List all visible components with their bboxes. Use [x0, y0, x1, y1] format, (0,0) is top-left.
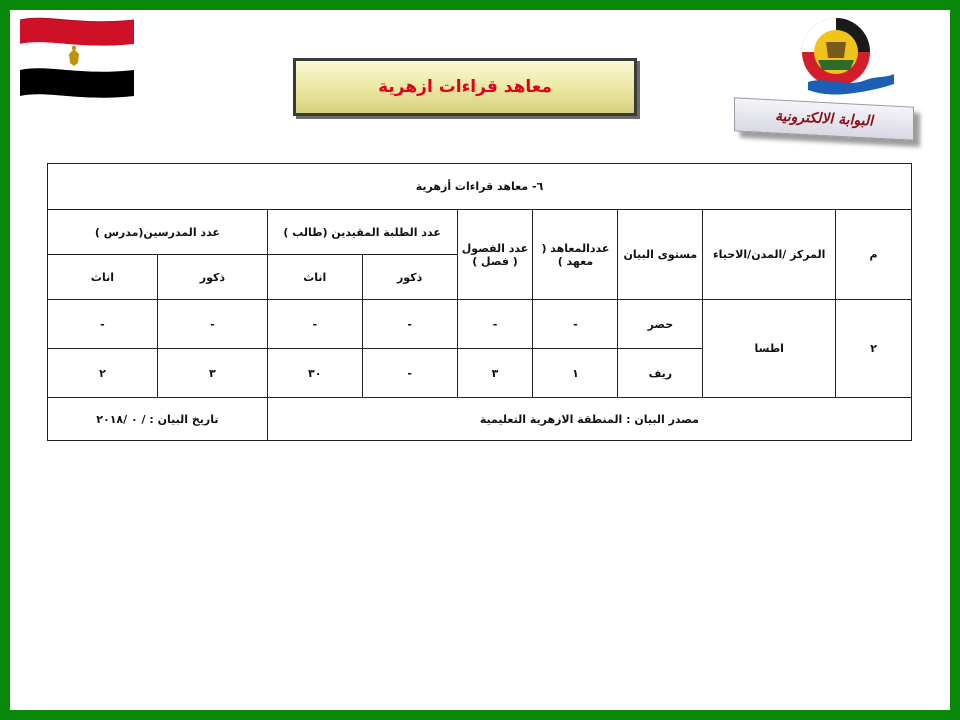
cell-students-females: ٣٠	[267, 349, 362, 398]
data-source: مصدر البيان : المنطقة الازهرية التعليمية	[267, 398, 911, 441]
col-header-index: م	[836, 210, 912, 300]
cell-teachers-males: ٣	[157, 349, 267, 398]
cell-index: ٢	[836, 300, 912, 398]
portal-label: البوابة الالكترونية	[775, 108, 873, 130]
col-header-level: مستوى البيان	[618, 210, 703, 300]
cell-teachers-males: -	[157, 300, 267, 349]
cell-classes: ٣	[457, 349, 533, 398]
cell-teachers-females: ٢	[48, 349, 158, 398]
institutes-table	[47, 163, 912, 441]
cell-teachers-females: -	[48, 300, 158, 349]
footer-row	[48, 398, 912, 441]
egypt-flag-icon	[18, 14, 136, 100]
section-title: ٦- معاهد قراءات أزهرية	[48, 164, 912, 210]
cell-students-females: -	[267, 300, 362, 349]
col-header-institutes: عددالمعاهد ( معهد )	[533, 210, 618, 300]
cell-center: اطسا	[703, 300, 836, 398]
col-header-students-males: ذكور	[362, 255, 457, 300]
col-header-students-females: اناث	[267, 255, 362, 300]
governorate-logo-icon	[796, 12, 896, 104]
col-header-students: عدد الطلبة المقيدين (طالب )	[267, 210, 457, 255]
cell-level: ريف	[618, 349, 703, 398]
table-row	[48, 300, 912, 349]
col-header-teachers-males: ذكور	[157, 255, 267, 300]
page-title: معاهد قراءات ازهرية	[378, 77, 552, 97]
col-header-teachers: عدد المدرسين(مدرس )	[48, 210, 268, 255]
header-row	[48, 210, 912, 255]
section-title-row	[48, 164, 912, 210]
col-header-teachers-females: اناث	[48, 255, 158, 300]
cell-classes: -	[457, 300, 533, 349]
cell-students-males: -	[362, 349, 457, 398]
col-header-center: المركز /المدن/الاحياء	[703, 210, 836, 300]
data-date: تاريخ البيان : / ٠ /٢٠١٨	[48, 398, 268, 441]
cell-level: حضر	[618, 300, 703, 349]
cell-institutes: ١	[533, 349, 618, 398]
cell-students-males: -	[362, 300, 457, 349]
title-banner	[293, 58, 637, 116]
col-header-classes: عدد الفصول ( فصل )	[457, 210, 533, 300]
cell-institutes: -	[533, 300, 618, 349]
